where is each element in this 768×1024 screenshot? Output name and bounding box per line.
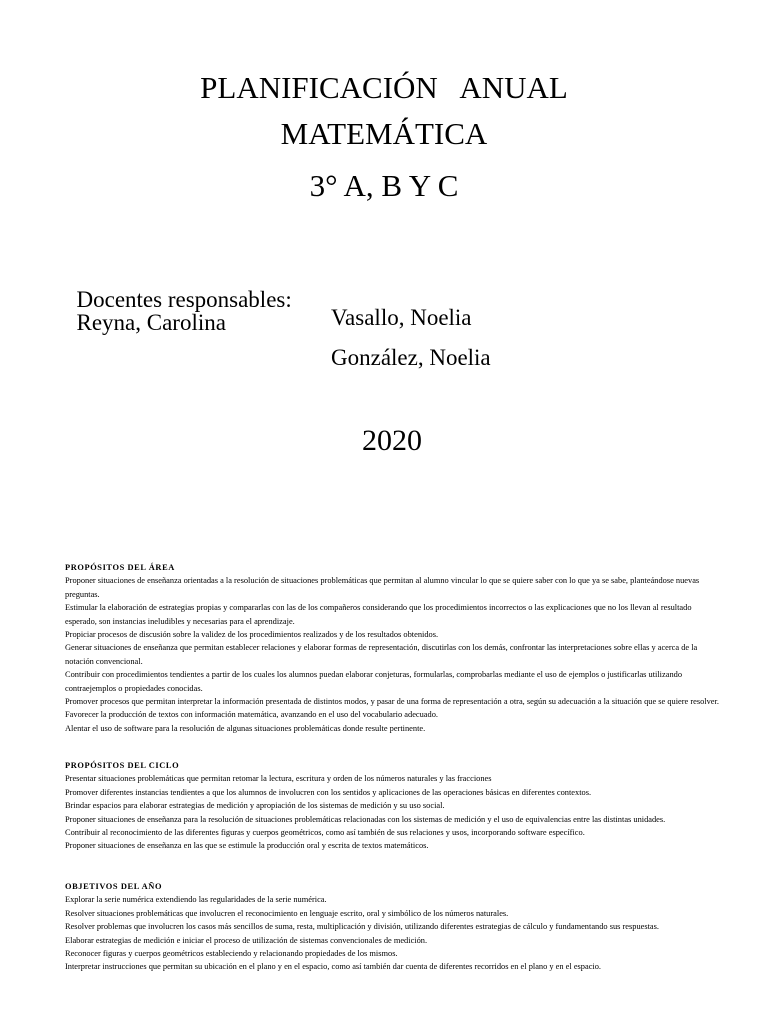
section-objetivos-anio <box>65 880 720 974</box>
section-title: PROPÓSITOS DEL ÁREA <box>65 563 175 572</box>
teacher-name: Vasallo, Noelia <box>331 305 472 330</box>
list-item: Interpretar instrucciones que permitan su ubicación en el plano y en el espacio, como así también dar cuenta de diferentes recorridos en el plano y en el espacio. <box>65 962 602 972</box>
list-item: Presentar situaciones problemáticas que permitan retomar la lectura, escritura y orden de los números naturales y las fracciones <box>65 774 492 784</box>
list-item: Elaborar estrategias de medición e iniciar el proceso de utilización de sistemas convencionales de medición. <box>65 935 428 945</box>
subject-title: MATEMÁTICA <box>280 116 488 151</box>
list-item: Contribuir al reconocimiento de las diferentes figuras y cuerpos geométricos, como así también de sus relaciones y usos, incorporando software específico. <box>65 828 585 838</box>
list-item: Proponer situaciones de enseñanza para la resolución de situaciones problemáticas relacionadas con los sistemas de medición y el uso de equivalencias entre las distintas unidades. <box>65 814 666 824</box>
docentes-label <box>65 265 292 334</box>
list-item: Generar situaciones de enseñanza que permitan establecer relaciones y elaborar formas de representación, discutirlas con los demás, confrontar las interpretaciones sobre ellas y acerca de la notación convencional. <box>65 643 698 666</box>
list-item: Proponer situaciones de enseñanza orientadas a la resolución de situaciones problemáticas que permitan al alumno vincular lo que se quiere saber con lo que ya se sabe, planteándose nuevas preguntas. <box>65 576 700 599</box>
list-item: Proponer situaciones de enseñanza en las que se estimule la producción oral y escrita de textos matemáticos. <box>65 841 429 851</box>
list-item: Favorecer la producción de textos con información matemática, avanzando en el uso del vocabulario adecuado. <box>65 710 438 720</box>
list-item: Brindar espacios para elaborar estrategias de medición y apropiación de los sistemas de medición y su uso social. <box>65 801 445 811</box>
list-item: Reconocer figuras y cuerpos geométricos estableciendo y relacionando propiedades de los mismos. <box>65 949 398 959</box>
list-item: Explorar la serie numérica extendiendo las regularidades de la serie numérica. <box>65 895 327 905</box>
year: 2020 <box>362 424 422 457</box>
list-item: Propiciar procesos de discusión sobre la validez de los procedimientos realizados y de los resultados obtenidos. <box>65 630 439 640</box>
teacher-name: González, Noelia <box>331 345 491 370</box>
section-title: OBJETIVOS DEL AÑO <box>65 882 163 891</box>
teacher-name: Reyna, Carolina <box>76 310 226 335</box>
list-item: Alentar el uso de software para la resolución de algunas situaciones problemáticas donde resulte pertinente. <box>65 723 426 733</box>
section-propositos-area <box>65 561 720 735</box>
list-item: Resolver problemas que involucren los casos más sencillos de suma, resta, multiplicación y división, utilizando diferentes estrategias de cálculo y fundamentando sus respuestas. <box>65 922 660 932</box>
section-propositos-ciclo <box>65 759 720 853</box>
list-item: Contribuir con procedimientos tendientes a partir de los cuales los alumnos puedan elaborar conjeturas, formularlas, comprobarlas mediante el uso de ejemplos o justificarlas utilizando contraejemplos o propiedades conocidas. <box>65 670 683 693</box>
list-item: Estimular la elaboración de estrategias propias y compararlas con las de los compañeros considerando que los procedimientos incorrectos o las explicaciones que no los llevan al resultado esperado, son instancias ineludibles y necesarias para el aprendizaje. <box>65 603 692 626</box>
grade-title: 3° A, B Y C <box>309 168 459 203</box>
list-item: Promover diferentes instancias tendientes a que los alumnos de involucren con los sentidos y aplicaciones de las operaciones básicas en diferentes contextos. <box>65 787 592 797</box>
list-item: Resolver situaciones problemáticas que involucren el reconocimiento en lenguaje escrito, oral y simbólico de los números naturales. <box>65 908 509 918</box>
list-item: Promover procesos que permitan interpretar la información presentada de distintos modos, y pasar de una forma de representación a otra, según su adecuación a la situación que se quiere resolver. <box>65 697 719 707</box>
section-title: PROPÓSITOS DEL CICLO <box>65 761 180 770</box>
document-title: PLANIFICACIÓN ANUAL <box>200 70 568 105</box>
docentes-label-text: Docentes responsables: <box>76 287 292 312</box>
